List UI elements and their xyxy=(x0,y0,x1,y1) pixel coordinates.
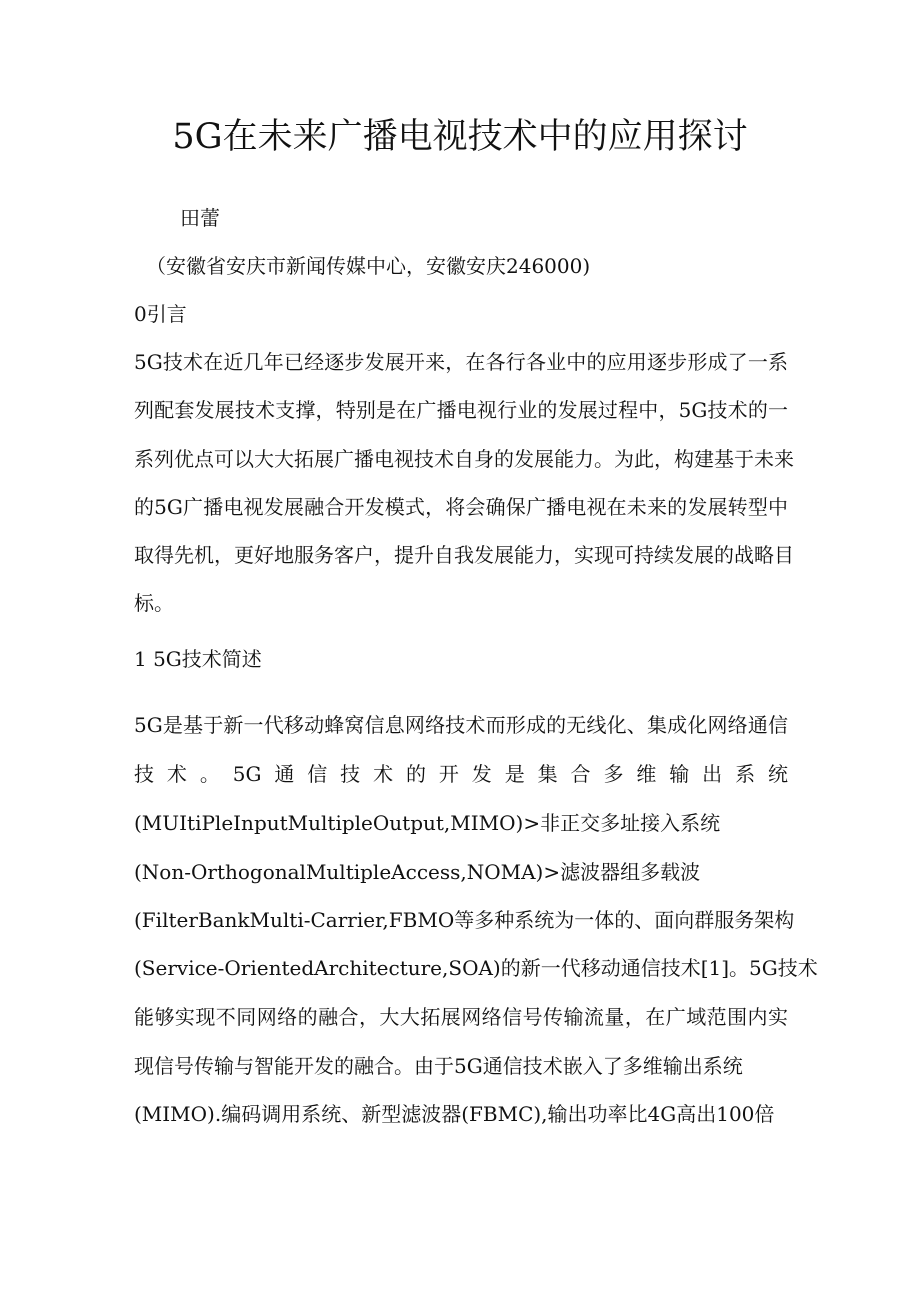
paragraph-line: 能够实现不同网络的融合，大大拓展网络信号传输流量，在广域范围内实 xyxy=(134,1005,788,1029)
paragraph-line: (MUItiPleInputMultipleOutput,MIMO)>非正交多址接入系统 xyxy=(134,811,721,835)
paragraph-line: (FilterBankMulti-Carrier,FBMO等多种系统为一体的、面向群服务架构 xyxy=(134,908,795,932)
paragraph-line: (MIMO).编码调用系统、新型滤波器(FBMC),输出功率比4G高出100倍 xyxy=(134,1102,775,1126)
paragraph-line: 现信号传输与智能开发的融合。由于5G通信技术嵌入了多维输出系统 xyxy=(134,1054,743,1078)
section-heading-5g-overview: 1 5G技术简述 xyxy=(134,647,262,671)
section-heading-introduction: 0引言 xyxy=(134,302,187,326)
paragraph-line: 5G是基于新一代移动蜂窝信息网络技术而形成的无线化、集成化网络通信 xyxy=(134,713,788,737)
paragraph-line: (Service-OrientedArchitecture,SOA)的新一代移动通信技术[1]。5G技术 xyxy=(134,956,818,980)
paragraph-line: 标。 xyxy=(134,591,174,615)
paragraph-line: 技术。5G通信技术的开发是集合多维输出系统 xyxy=(134,762,788,786)
document-title: 5G在未来广播电视技术中的应用探讨 xyxy=(172,117,748,157)
paragraph-line: 的5G广播电视发展融合开发模式，将会确保广播电视在未来的发展转型中 xyxy=(134,495,788,519)
paragraph-line: 5G技术在近几年已经逐步发展开来，在各行各业中的应用逐步形成了一系 xyxy=(134,350,788,374)
author-name: 田蕾 xyxy=(180,206,220,230)
author-affiliation: （安徽省安庆市新闻传媒中心，安徽安庆246000) xyxy=(146,254,591,278)
paragraph-line: 取得先机，更好地服务客户，提升自我发展能力，实现可持续发展的战略目 xyxy=(134,543,794,567)
paragraph-line: 列配套发展技术支撑，特别是在广播电视行业的发展过程中，5G技术的一 xyxy=(134,398,788,422)
paragraph-line: (Non-OrthogonalMultipleAccess,NOMA)>滤波器组多载波 xyxy=(134,860,701,884)
paragraph-line: 系列优点可以大大拓展广播电视技术自身的发展能力。为此，构建基于未来 xyxy=(134,447,794,471)
